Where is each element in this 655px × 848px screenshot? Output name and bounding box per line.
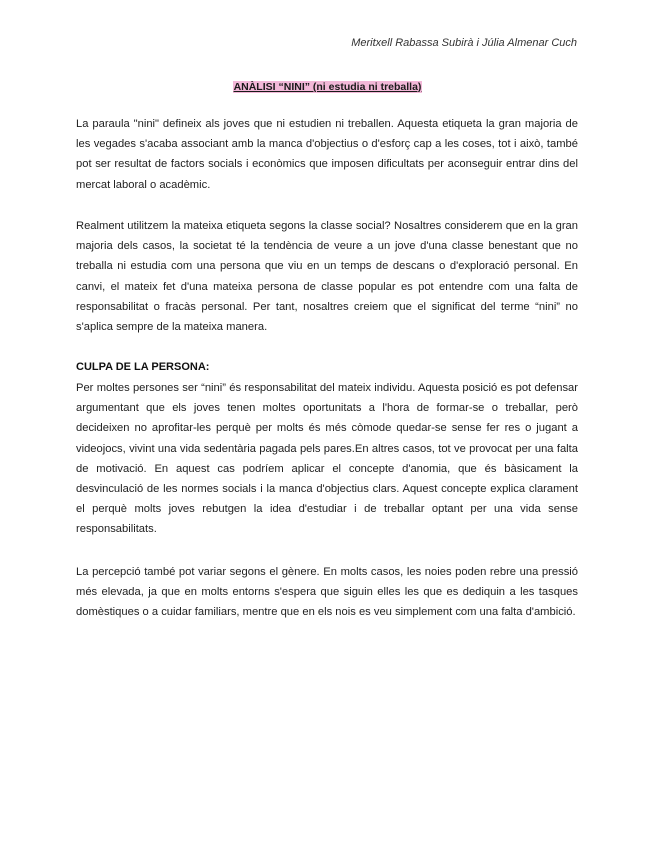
paragraph-text: Realment utilitzem la mateixa etiqueta segons la classe social? Nosaltres considerem que en la gran majoria dels casos, la societat té la tendència de veure a un jove d'una classe benestant que no treballa ni estudia com una persona que viu en un temps de descans o d'exploració personal. En canvi, el mateix fet d'una mateixa persona de classe popular es pot entendre com una falta de responsabilitat o fracàs personal. Per tant, nosaltres creiem que el significat del terme “nini” no s'aplica sempre de la mateixa manera. (76, 220, 578, 334)
paragraph-text: La paraula "nini" defineix als joves que ni estudien ni treballen. Aquesta etiqueta la gran majoria de les vegades s'acaba associant amb la manca d'objectius o d'esforç cap a les coses, tot i això, també pot ser resultat de factors socials i econòmics que imposen dificultats per aconseguir entrar dins del mercat laboral o acadèmic. (76, 118, 578, 191)
paragraph-text: La percepció també pot variar segons el gènere. En molts casos, les noies poden rebre una pressió més elevada, ja que en molts entorns s'espera que siguin elles les que es dediquin a les tasques domèstiques o a cuidar familiars, mentre que en els nois es veu simplement com una falta d'ambició. (76, 566, 578, 619)
paragraph-individual-responsibility (76, 378, 578, 540)
paragraph-text: Per moltes persones ser “nini” és responsabilitat del mateix individu. Aquesta posició es pot defensar argumentant que els joves tenen moltes oportunitats a l'hora de formar-se o treballar, però decideixen no aprofitar-les perquè per molts és més còmode quedar-se sense fer res o jugant a videojocs, vivint una vida sedentària pagada pels pares.En altres casos, tot ve provocat per una falta de motivació. En aquest cas podríem aplicar el concepte d'anomia, que és bàsicament la desvinculació de les normes socials i la manca d'objectius clars. Aquest concepte explica clarament el perquè molts joves rebutgen la idea d'estudiar i de treballar optant per una vida sense responsabilitats. (76, 382, 578, 536)
paragraph-intro (76, 114, 578, 195)
title-container (0, 77, 655, 95)
paragraph-gender (76, 562, 578, 623)
section-heading: CULPA DE LA PERSONA: (76, 361, 210, 373)
paragraph-social-class (76, 216, 578, 337)
document-title: ANÀLISI “NINI” (ni estudia ni treballa) (233, 81, 422, 93)
author-names: Meritxell Rabassa Subirà i Júlia Almenar Cuch (351, 37, 577, 49)
